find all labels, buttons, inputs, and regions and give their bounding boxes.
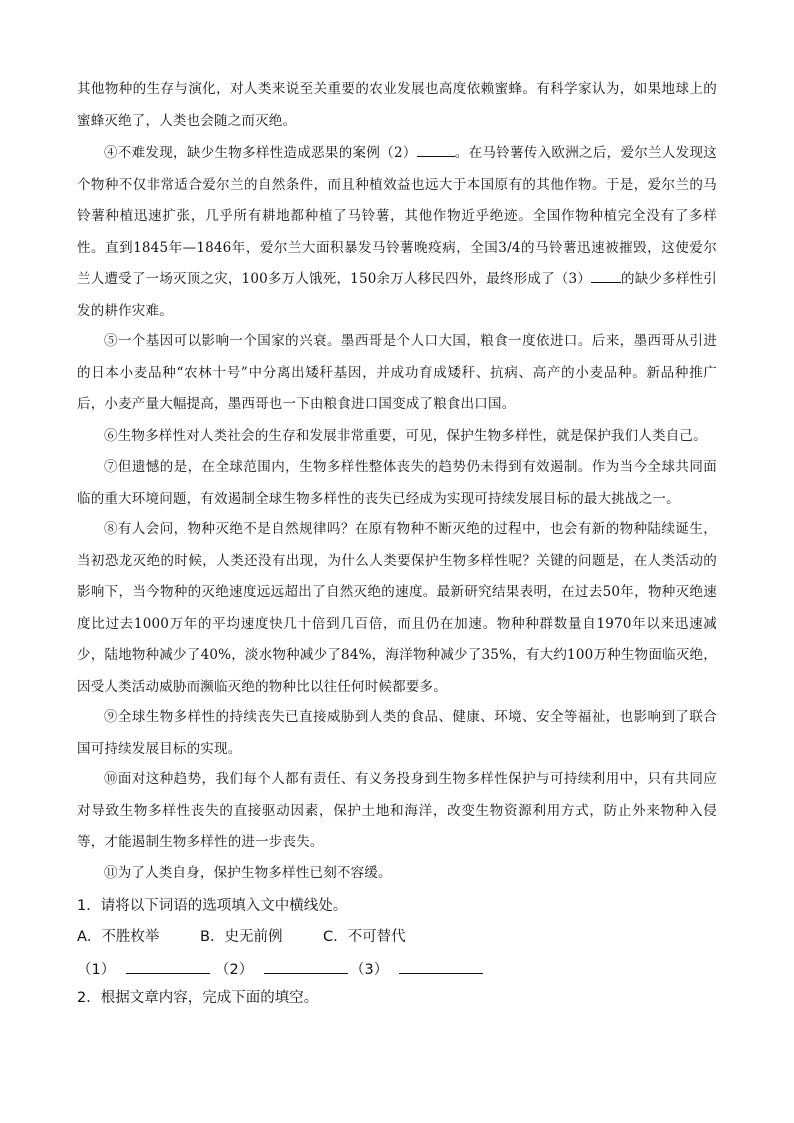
- answer-line-2: [215, 958, 348, 979]
- option-a: A．不胜枚举: [77, 929, 160, 945]
- option-b: B．史无前例: [200, 929, 283, 945]
- answer-label-2: （2）: [215, 962, 254, 978]
- paragraph-4: [77, 138, 717, 327]
- answer-label-1: （1）: [77, 962, 116, 978]
- paragraph-11: ⑪为了人类自身，保护生物多样性已刻不容缓。: [104, 865, 392, 881]
- paragraph-6: ⑥生物多样性对人类社会的生存和发展非常重要，可见，保护生物多样性，就是保护我们人类自己。: [104, 428, 707, 444]
- paragraph-4-part-c: 的缺少多样性引发的耕作灾难。: [77, 271, 717, 319]
- answer-blank-3[interactable]: [399, 959, 483, 974]
- paragraph-9: ⑨全球生物多样性的持续丧失已直接威胁到人类的食品、健康、环境、安全等福祉，也影响到了联合国可持续发展目标的实现。: [77, 709, 717, 757]
- answer-blank-1[interactable]: [126, 959, 210, 974]
- blank-2[interactable]: [417, 142, 455, 157]
- answer-blank-2[interactable]: [264, 959, 348, 974]
- option-c: C．不可替代: [323, 929, 406, 945]
- paragraph-10: ⑩面对这种趋势，我们每个人都有责任、有义务投身到生物多样性保护与可持续利用中，只有共同应对导致生物多样性丧失的直接驱动因素，保护土地和海洋，改变生物资源利用方式，防止外来物种入侵等，才能遏制生物多样性的进一步丧失。: [77, 771, 717, 850]
- question-2: 2．根据文章内容，完成下面的填空。: [77, 990, 319, 1006]
- paragraph-continuation: 其他物种的生存与演化，对人类来说至关重要的农业发展也高度依赖蜜蜂。有科学家认为，如果地球上的蜜蜂灭绝了，人类也会随之而灭绝。: [77, 81, 717, 129]
- answer-line-1: [77, 958, 210, 979]
- paragraph-8: ⑧有人会问，物种灭绝不是自然规律吗？在原有物种不断灭绝的过程中，也会有新的物种陆续诞生，当初恐龙灭绝的时候，人类还没有出现，为什么人类要保护生物多样性呢？关键的问题是，在人类活动的影响下，当今物种的灭绝速度远远超出了自然灭绝的速度。最新研究结果表明，在过去50年，物种灭绝速度比过去1000万年的平均速度快几十倍到几百倍，而且仍在加速。物种种群数量自1970年以来迅速减少，陆地物种减少了40%，淡水物种减少了84%，海洋物种减少了35%，有大约100万种生物面临灭绝，因受人类活动威胁而濒临灭绝的物种比以往任何时候都要多。: [77, 521, 717, 695]
- answer-label-3: （3）: [350, 962, 389, 978]
- paragraph-7: ⑦但遗憾的是，在全球范围内，生物多样性整体丧失的趋势仍未得到有效遏制。作为当今全球共同面临的重大环境问题，有效遏制全球生物多样性的丧失已经成为实现可持续发展目标的最大挑战之一。: [77, 459, 717, 507]
- paragraph-4-part-b: 。在马铃薯传入欧洲之后，爱尔兰人发现这个物种不仅非常适合爱尔兰的自然条件，而且种植效益也远大于本国原有的其他作物。于是，爱尔兰的马铃薯种植迅速扩张，几乎所有耕地都种植了马铃薯，其他作物近乎绝迹。全国作物种植完全没有了多样性。直到1845年—1846年，爱尔兰大面积暴发马铃薯晚疫病，全国3/4的马铃薯迅速被摧毁，这使爱尔兰人遭受了一场灭顶之灾，100多万人饿死，150余万人移民四外，最终形成了（3）: [77, 145, 717, 287]
- paragraph-4-part-a: ④不难发现，缺少生物多样性造成恶果的案例（2）: [104, 145, 417, 161]
- blank-3[interactable]: [591, 268, 621, 283]
- question-1: 1．请将以下词语的选项填入文中横线处。: [77, 898, 348, 914]
- paragraph-5: ⑤一个基因可以影响一个国家的兴衰。墨西哥是个人口大国，粮食一度依进口。后来，墨西哥从引进的日本小麦品种“农林十号”中分离出矮秆基因，并成功育成矮秆、抗病、高产的小麦品种。新品种推广后，小麦产量大幅提高，墨西哥也一下由粮食进口国变成了粮食出口国。: [77, 333, 717, 412]
- answer-line-3: [350, 958, 483, 979]
